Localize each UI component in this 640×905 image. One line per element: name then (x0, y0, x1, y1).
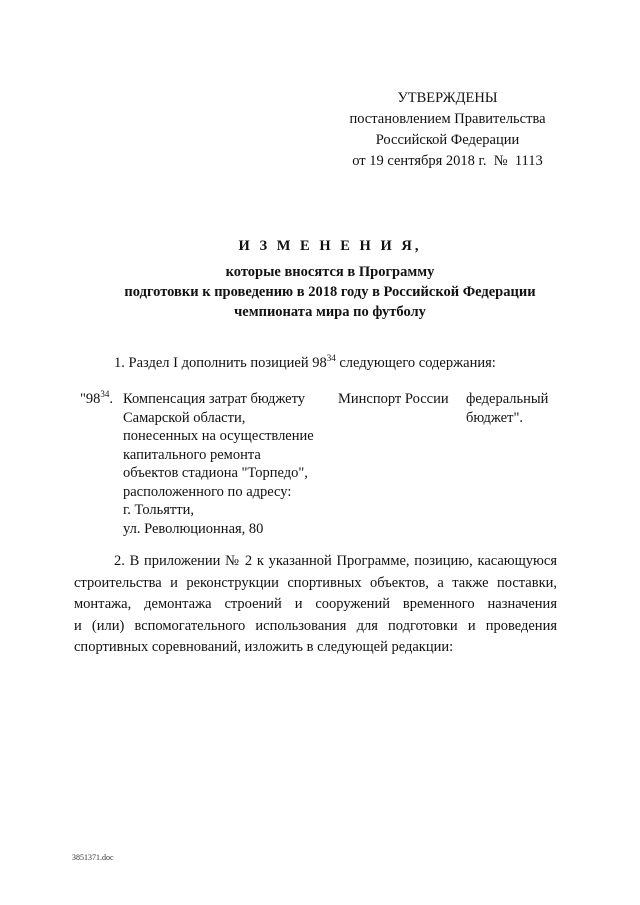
item-1-paragraph (114, 353, 496, 373)
approval-line: УТВЕРЖДЕНЫ (397, 90, 498, 106)
description-line: расположенного по адресу: (123, 483, 292, 500)
approval-stamp (340, 88, 555, 172)
item-2-line: спортивных соревнований, изложить в следующей редакции: (74, 639, 454, 655)
title-line: подготовки к проведению в 2018 году в Российской Федерации (124, 284, 536, 300)
item-1-prefix: 1. Раздел I дополнить позицией 98 (114, 355, 327, 371)
description-line: капитального ремонта (123, 446, 261, 463)
description-line: понесенных на осуществление (123, 428, 314, 444)
position-funding-source (466, 390, 548, 427)
source-line: бюджет". (466, 409, 523, 426)
document-title (60, 236, 600, 322)
responsible-text: Минспорт России (338, 391, 449, 407)
source-line: федеральный (466, 391, 549, 407)
item-2-line: и (или) вспомогательного использования для подготовки и проведения (74, 617, 557, 634)
item-2-line: 2. В приложении № 2 к указанной Программе, позицию, касающуюся (114, 553, 557, 569)
item-2-paragraph (74, 551, 557, 659)
position-number (80, 390, 113, 409)
description-line: ул. Революционная, 80 (123, 520, 264, 537)
item-2-line: монтажа, демонтажа строений и сооружений временного назначения (74, 596, 557, 612)
description-line: г. Тольятти, (123, 502, 194, 518)
approval-line: постановлением Правительства (349, 111, 546, 127)
description-line: Самарской области, (123, 409, 246, 426)
approval-line: Российской Федерации (375, 132, 520, 148)
position-responsible (338, 390, 449, 409)
item-1-sup: 34 (326, 353, 336, 363)
title-line: которые вносятся в Программу (225, 264, 435, 280)
document-file-id: 3851371.doc (72, 853, 114, 862)
title-heading: И З М Е Н Е Н И Я, (238, 238, 422, 254)
position-number-text: "98 (80, 391, 101, 407)
position-description (123, 390, 314, 538)
approval-date-line: от 19 сентября 2018 г. № 1113 (352, 153, 543, 169)
item-1-suffix: следующего содержания: (335, 355, 496, 371)
position-number-dot: . (109, 391, 114, 407)
title-line: чемпионата мира по футболу (234, 304, 426, 320)
description-line: объектов стадиона "Торпедо", (123, 465, 308, 481)
description-line: Компенсация затрат бюджету (123, 391, 306, 407)
item-2-line: строительства и реконструкции спортивных объектов, а также поставки, (74, 574, 557, 591)
position-number-sup: 34 (100, 389, 110, 399)
